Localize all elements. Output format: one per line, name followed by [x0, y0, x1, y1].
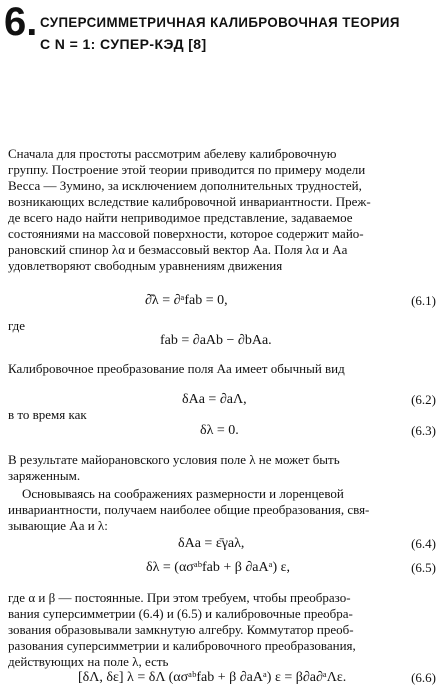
text-line: зования образовывали замкнутую алгебру. Коммутатор преоб- [8, 622, 354, 637]
equation-formula: δλ = 0. [200, 423, 239, 438]
equation-number: (6.3) [411, 423, 436, 438]
equation-number: (6.1) [411, 293, 436, 308]
text-line: В результате майорановского условия поле λ не может быть [8, 452, 340, 467]
equation-formula: ∂̂λ = ∂ᵃfab = 0, [145, 293, 228, 308]
text-line: вания суперсимметрии (6.4) и (6.5) и калибровочные преобра- [8, 606, 353, 621]
equation-number: (6.6) [411, 670, 436, 685]
text-line: заряженным. [8, 468, 81, 483]
text-line: удовлетворяют свободным уравнениям движения [8, 258, 283, 273]
text-line: разования суперсимметрии и калибровочного преобразования, [8, 638, 356, 653]
paragraph-2: Калибровочное преобразование поля Aa имеет обычный вид [8, 361, 345, 376]
text-line: рановский спинор λα и безмассовый вектор Aa. Поля λα и Aa [8, 242, 348, 257]
text-line: где α и β — постоянные. При этом требуем, чтобы преобразо- [8, 590, 351, 605]
chapter-title-line2: С N = 1: СУПЕР-КЭД [8] [40, 36, 207, 52]
text-line: группу. Построение этой теории приводится по примеру модели [8, 162, 366, 177]
text-line: возникающих вследствие калибровочной инвариантности. Преж- [8, 194, 371, 209]
chapter-number: 6. [4, 0, 38, 44]
text-line: де всего надо найти неприводимое представление, задаваемое [8, 210, 353, 225]
while-phrase: в то время как [8, 407, 87, 422]
equation-number: (6.4) [411, 536, 436, 551]
text-line: состояниями на массовой поверхности, которое содержит майо- [8, 226, 364, 241]
text-line: Основываясь на соображениях размерности и лоренцевой [22, 486, 344, 501]
equation-formula: δAa = ε̄γaλ, [178, 536, 245, 551]
equation-formula: δAa = ∂aΛ, [182, 392, 247, 407]
equation-number: (6.5) [411, 560, 436, 575]
text-line: Весса — Зумино, за исключением дополнительных трудностей, [8, 178, 362, 193]
text-line: зывающие Aa и λ: [8, 518, 108, 533]
equation-number: (6.2) [411, 392, 436, 407]
equation-formula: fab = ∂aAb − ∂bAa. [160, 333, 272, 348]
text-line: Сначала для простоты рассмотрим абелеву калибровочную [8, 146, 337, 161]
chapter-title-line1: СУПЕРСИММЕТРИЧНАЯ КАЛИБРОВОЧНАЯ ТЕОРИЯ [40, 14, 400, 30]
where-word: где [8, 318, 26, 333]
text-line: действующих на поле λ, есть [8, 654, 169, 669]
text-line: инвариантности, получаем наиболее общие преобразования, свя- [8, 502, 370, 517]
equation-formula: δλ = (ασᵃᵇfab + β ∂aAᵃ) ε, [146, 560, 290, 575]
equation-formula: [δΛ, δε] λ = δΛ (ασᵃᵇfab + β ∂aAᵃ) ε = β∂a∂ᵃΛε. [78, 670, 347, 685]
